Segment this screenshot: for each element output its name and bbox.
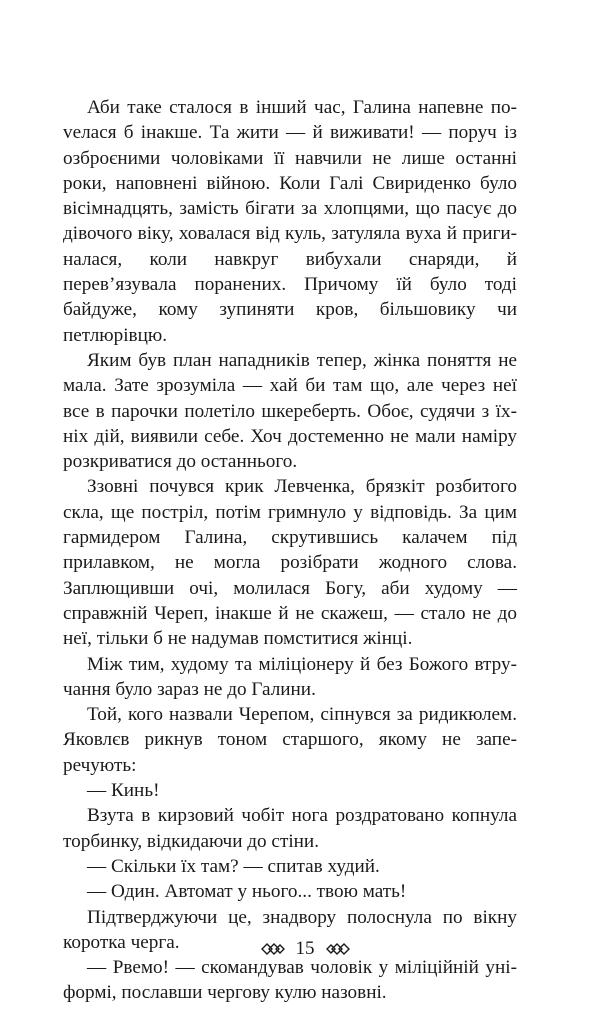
ornament-right-icon [325, 942, 351, 956]
paragraph: — Кинь! [87, 780, 160, 802]
paragraph: — Рвемо! — скомандував чоловік у міліційній уніформі, пославши чергову кулю назовні. [63, 957, 517, 1004]
ornament-left-icon [260, 942, 286, 956]
paragraph: Яким був план нападників тепер, жінка поняття не мала. Зате зрозуміла — хай би там що, але через неї все в парочки полетіло шкереберть. Обоє, судячи з їхніх дій, виявили себе. Хоч достеменно не мали наміру розкриватися до останнього. [63, 349, 517, 473]
paragraph: — Один. Автомат у нього... твою мать! [87, 881, 407, 903]
paragraph: Той, кого назвали Черепом, сіпнувся за ридикюлем. Яковлєв рикнув тоном старшого, якому не заперечують: [63, 704, 517, 776]
page-footer [0, 936, 610, 962]
paragraph: — Скільки їх там? — спитав худий. [87, 855, 380, 877]
page-number: 15 [295, 938, 315, 959]
paragraph: Взута в кирзовий чобіт нога роздратовано копнула торбинку, відкидаючи до стіни. [63, 805, 517, 852]
paragraph: Підтверджуючи це, знадвору полоснула по вікну коротка черга. [63, 906, 517, 953]
paragraph: Аби таке сталося в інший час, Галина напевне поvелася б інакше. Та жити — й виживати! — поруч із озброєними чоловіками її навчили не лише останні роки, наповнені війною. Коли Галі Свириденко було вісімнадцять, замість бігати за хлопцями, що пасує до дівочого віку, ховалася від куль, затуляла вуха й пригиналася, коли навкруг вибухали снаряди, й перев’язувала поранених. Причому їй було тоді байдуже, кому зупиняти кров, більшовику чи петлюрівцю. [63, 97, 517, 346]
paragraph: Між тим, худому та міліціонеру й без Божого втручання було зараз не до Галини. [63, 653, 517, 700]
paragraph: Ззовні почувся крик Левченка, брязкіт розбитого скла, ще постріл, потім гримнуло у відповідь. За цим гармидером Галина, скрутившись калачем під прилавком, не могла розібрати жодного слова. Заплющивши очі, молилася Богу, аби худому — справжній Череп, інакше й не скажеш, — стало не до неї, тільки б не надумав помститися жінці. [63, 476, 517, 650]
body-text [63, 95, 517, 1006]
